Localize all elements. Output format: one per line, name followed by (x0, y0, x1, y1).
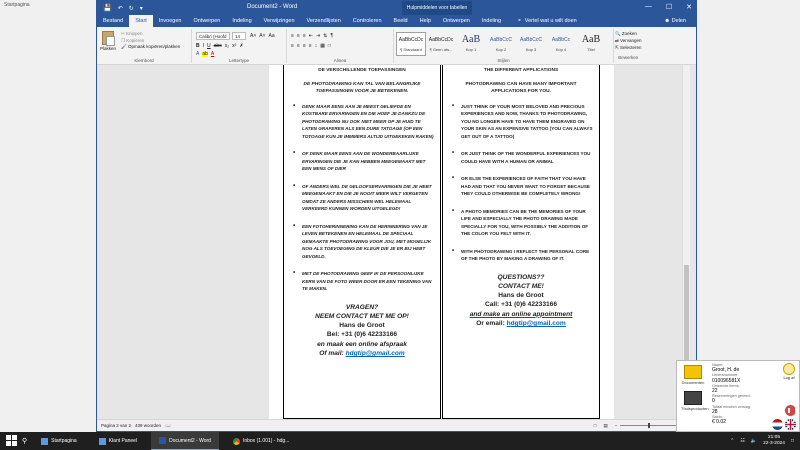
font-size-box[interactable]: 14 (232, 32, 246, 40)
style-name: Titel (587, 47, 595, 52)
maximize-button[interactable]: ☐ (665, 4, 673, 11)
italic-button[interactable]: I (202, 43, 205, 49)
dutch-flag-icon[interactable] (772, 419, 783, 430)
chrome-icon (233, 438, 240, 445)
style-name: Kop 1 (465, 47, 477, 52)
home-products-icon (684, 391, 702, 405)
contact-name: Hans de Groot (498, 292, 544, 300)
column-heading: THE DIFFERENT APPLICATIONS (483, 68, 559, 73)
contact-phone: Call: +31 (0)6 42233166 (484, 301, 558, 309)
column-intro: DE PHOTODRAWING KAN TAL VAN BELANGRIJKE TOEPASSINGEN VOOR JE BETEKENEN. (303, 81, 421, 94)
home-products-label: Thuisproducten (681, 406, 709, 411)
justify-icon[interactable]: ≡ (308, 43, 312, 49)
view-icon[interactable]: □ (593, 423, 597, 428)
align-center-icon[interactable]: ≡ (296, 43, 300, 49)
field-value: € 0.02 (712, 419, 726, 426)
decrease-indent-icon[interactable]: ⇤ (308, 33, 313, 39)
list-item: • OR JUST THINK OF THE WONDERFUL EXPERIENCES YOU COULD HAVE WITH A HUMAN OR ANIMAL (461, 150, 593, 165)
person-icon: ☻ (664, 18, 671, 24)
paste-icon (102, 31, 114, 45)
email-link[interactable]: hdgtip@gmail.com (345, 349, 405, 357)
page-count[interactable]: Pagina 2 van 2 (101, 423, 132, 428)
style-sample: AaBbCcDc (428, 37, 454, 43)
highlight-icon[interactable]: ab (202, 51, 208, 57)
bullet-list (284, 103, 440, 293)
document-page[interactable] (269, 65, 614, 419)
list-item: • OF DENK MAAR EENS AAN DE WONDERBAARLIJKE ERVARINGEN DIE JE KAN HEBBEN MEEGEMAAKT MET EEN MENS OF DIER (302, 150, 434, 173)
contact-line: and make an online appointment (469, 310, 573, 318)
view-icon[interactable]: ▤ (603, 422, 608, 428)
tab-verwijzingen[interactable]: Verwijzingen (263, 18, 295, 24)
case-icon[interactable]: Aa (268, 33, 275, 39)
style-geen-afstand[interactable] (426, 32, 456, 56)
style-sample: AaBbCc (551, 37, 571, 43)
proofing-icon[interactable]: 📖 (165, 422, 171, 428)
field-label: Reserveringen gereed: (712, 394, 751, 399)
style-sample: AaB (461, 34, 481, 45)
table-column-dutch[interactable] (283, 65, 441, 419)
contact-line: QUESTIONS?? (497, 273, 545, 281)
field-label: Saldo: (712, 415, 723, 420)
context-tab-label: Hulpmiddelen voor tabellen (402, 1, 472, 15)
clear-format-icon[interactable]: ✗ (239, 43, 244, 49)
paste-button[interactable] (100, 31, 116, 51)
tell-me-search[interactable] (517, 18, 577, 24)
logoff-icon (783, 363, 795, 375)
search-icon[interactable]: ⚲ (22, 438, 28, 445)
table-column-english[interactable] (442, 65, 600, 419)
editing-group (615, 30, 642, 61)
style-standaard[interactable] (396, 32, 426, 56)
field-value: 28 (712, 408, 718, 415)
text-effects-icon[interactable]: A (196, 51, 200, 57)
column-intro: PHOTODRAWING CAN HAVE MANY IMPORTANT APPLICATIONS FOR YOU. (465, 81, 577, 94)
style-sample: AaBbCcC (520, 37, 542, 43)
field-value: 0 (712, 398, 715, 405)
clock-time: 21:05 (768, 435, 781, 440)
contact-line: CONTACT ME! (498, 282, 544, 290)
styles-group (394, 29, 614, 63)
contact-email[interactable]: Of mail: hdgtip@gmail.com (319, 349, 405, 357)
tab-bestand[interactable]: Bestand (103, 18, 124, 24)
list-item: • A PHOTO MEMORIES CAN BE THE MEMORIES OF YOUR LIFE AND ESPECIALLY THE PHOTO DRAWING MADE SPECIALLY FOR YOU, WITH POSSIBLY THE ADDITION OF THE COLOR YOU FELT WITH IT. (461, 208, 593, 238)
clipboard-group-label: Klembord (134, 58, 154, 63)
tab-table-ontwerpen[interactable]: Ontwerpen (442, 18, 470, 24)
font-color-icon[interactable]: A (210, 51, 215, 57)
account-fields (712, 363, 751, 425)
library-widget (676, 360, 800, 432)
borders-icon[interactable]: □ (327, 43, 331, 49)
windows-start-icon[interactable] (6, 435, 18, 447)
documents-button[interactable] (681, 365, 705, 385)
style-name: Kop 3 (525, 47, 537, 52)
ribbon-tabs (97, 15, 696, 27)
desktop-window-title: Startpagina (4, 2, 30, 8)
replace-label: Vervangen (620, 38, 642, 43)
email-link[interactable]: hdgtip@gmail.com (506, 319, 566, 327)
contact-line: VRAGEN? (345, 303, 379, 311)
list-item: • OR ELSE THE EXPERIENCES OF FAITH THAT YOU HAVE HAD AND THAT YOU NEVER WANT TO FORGET BECAUSE THEY COULD OTHERWISE BE COMPLETELY WRONG! (461, 175, 593, 198)
volume-icon[interactable]: 🔈 (750, 438, 758, 444)
tab-indeling[interactable]: Indeling (232, 18, 252, 24)
word-icon (159, 437, 166, 444)
uk-flag-icon[interactable] (785, 419, 796, 430)
style-titel[interactable] (576, 32, 606, 56)
save-icon[interactable]: 💾 (103, 5, 112, 12)
contact-line: NEEM CONTACT MET ME OP! (315, 312, 409, 320)
document-title: Document2 - Word (247, 4, 298, 10)
logoff-label: Log af (783, 375, 795, 380)
list-item: • OF ANDERS WEL DE GELOOFSERVARINGEN DIE JE HEBT MEEGEMAAKT EN DIE JE NOOIT MEER WILT VERGETEN OMDAT ZE ANDERS MISSCHIEN WEL HELEMAAL VERKEERD KUNNEN WORDEN UITGELEGD! (302, 183, 434, 213)
document-area[interactable] (97, 65, 696, 419)
paragraph-group-label: Alinea (333, 58, 347, 63)
ribbon (97, 27, 696, 65)
system-tray (730, 435, 794, 447)
grow-font-icon[interactable]: A˄ (250, 33, 257, 39)
cut-button[interactable]: ✂ Knippen (121, 31, 143, 36)
cut-label: Knippen (126, 31, 143, 36)
paste-label: Plakken (100, 46, 117, 51)
tab-invoegen[interactable]: Invoegen (158, 18, 182, 24)
zoom-control (590, 423, 690, 429)
style-sample: AaB (581, 34, 601, 45)
field-label: Totaal minuten verslag: (712, 404, 752, 409)
taskbar-item-label: Klant Paneel (108, 438, 138, 444)
editing-group-label: Bewerken (618, 55, 639, 60)
show-marks-icon[interactable]: ¶ (330, 33, 334, 39)
copy-label: Kopiëren (126, 37, 145, 43)
strikethrough-button[interactable]: abc (213, 43, 222, 49)
style-kop-2[interactable] (486, 32, 516, 56)
superscript-button[interactable]: x² (232, 43, 237, 49)
line-spacing-icon[interactable]: ↕ (314, 43, 318, 49)
field-value: 010096581X (712, 377, 741, 384)
contact-block (443, 273, 599, 329)
subscript-button[interactable]: x₂ (224, 43, 230, 49)
paragraph-group (287, 29, 394, 63)
undo-icon[interactable]: ↶ (117, 5, 123, 12)
format-painter-label: Opmaak kopiëren/plakken (127, 44, 181, 49)
logoff-button[interactable] (783, 363, 795, 380)
documents-icon (684, 365, 702, 379)
multilevel-icon[interactable]: ≡ (302, 33, 306, 39)
style-sample: AaBbCcDc (398, 37, 424, 43)
home-products-button[interactable] (681, 391, 709, 411)
taskbar-item-klant-paneel[interactable] (91, 432, 145, 450)
pause-icon[interactable] (785, 405, 796, 416)
lightbulb-icon: ⚬ (517, 18, 522, 24)
field-label: Geleende items: (712, 383, 740, 388)
zoom-out-icon[interactable]: − (614, 423, 618, 428)
clock-date: 22-3-2024 (763, 441, 785, 446)
list-item: • EEN FOTOHERINNERING KAN DE HERINNERING VAN JE LEVEN BETEKENEN EN HELEMAAL DE SPECIAAL GEMAAKTE PHOTODRAWING VOOR JOU, MET MOGELIJK NOG ALS TOEVOEGING DE KLEUR DIE JE ER BIJ HEBT GEVOELD. (302, 223, 434, 261)
field-label: Lenersnummer: (712, 373, 739, 378)
style-name: ¶ Standaard (400, 47, 422, 52)
notifications-icon[interactable]: □ (790, 438, 794, 444)
style-name: ¶ Geen afs... (429, 47, 453, 52)
taskbar-item-chrome[interactable] (225, 432, 297, 450)
minimize-button[interactable]: — (644, 3, 652, 10)
status-bar (97, 419, 696, 431)
taskbar-item-word[interactable] (151, 432, 219, 450)
sort-icon[interactable]: ⇅ (323, 33, 328, 39)
tab-start[interactable]: Start (129, 15, 153, 27)
clock[interactable] (763, 435, 785, 447)
list-item: • WITH PHOTODRAWING I REFLECT THE PERSONAL CORE OF THE PHOTO BY MAKING A DRAWING OF IT. (461, 248, 593, 263)
contact-line: en maak een online afspraak (317, 340, 407, 348)
field-label: Naam: (712, 363, 724, 367)
list-item: • JUST THINK OF YOUR MOST BELOVED AND PRECIOUS EXPERIENCES AND NOW, THANKS TO PHOTODRAWING, YOU NO LONGER HAVE TO HAVE THEM ENGRAVED ON YOUR SKIN AS AN EXPENSIVE TATTOO (YOU CAN ALWAYS GET OUT OF A TATTOO) (461, 103, 593, 141)
contact-email[interactable]: Or email: hdgtip@gmail.com (476, 319, 566, 327)
redo-icon[interactable]: ↻ (128, 5, 134, 12)
style-name: Kop 2 (495, 47, 507, 52)
select-button[interactable]: ⇱ Selecteren (615, 45, 642, 50)
copy-button[interactable]: ❐ Kopiëren (121, 37, 145, 43)
taskbar-item-label: Startpagina (51, 438, 77, 444)
style-kop-1[interactable] (456, 32, 486, 56)
replace-button[interactable]: ⇄ Vervangen (615, 38, 642, 43)
styles-group-label: Stijlen (497, 58, 510, 63)
select-label: Selecteren (620, 45, 642, 50)
close-button[interactable]: ✕ (686, 4, 692, 11)
word-count[interactable]: 439 woorden (135, 423, 162, 428)
style-sample: AaBbCcC (490, 37, 512, 43)
contact-name: Hans de Groot (339, 322, 385, 330)
taskbar-item-label: Document2 - Word (169, 437, 211, 444)
bold-button[interactable]: B (196, 43, 200, 49)
window-icon (41, 438, 48, 445)
qat-dropdown-icon[interactable]: ▾ (139, 5, 143, 12)
tab-controleren[interactable]: Controleren (352, 18, 382, 24)
style-kop-4[interactable] (546, 32, 576, 56)
contact-phone: Bel: +31 (0)6 42233166 (326, 331, 398, 339)
tell-me-label: Vertel wat u wilt doen (524, 18, 577, 24)
window-icon (99, 438, 106, 445)
word-window (96, 0, 697, 432)
chevron-up-icon[interactable]: ⌃ (730, 438, 735, 444)
taskbar-item-label: Inbox (1.001) - hdg... (242, 438, 290, 444)
style-name: Kop 4 (555, 47, 567, 52)
bullet-list (443, 103, 599, 263)
style-kop-3[interactable] (516, 32, 546, 56)
shading-icon[interactable]: ▦ (320, 43, 325, 49)
shrink-font-icon[interactable]: A˅ (259, 33, 266, 39)
underline-button[interactable]: U (207, 43, 211, 49)
align-right-icon[interactable]: ≡ (302, 43, 306, 49)
taskbar (0, 432, 800, 450)
font-group-label: Lettertype (228, 58, 249, 63)
taskbar-item-startpagina[interactable] (33, 432, 85, 450)
tab-ontwerpen[interactable]: Ontwerpen (193, 18, 221, 24)
find-label: Zoeken (621, 31, 637, 36)
network-icon[interactable]: ☷ (740, 438, 745, 444)
tab-table-indeling[interactable]: Indeling (481, 18, 502, 24)
increase-indent-icon[interactable]: ⇥ (315, 33, 321, 39)
share-label: Delen (671, 18, 686, 24)
tab-help[interactable]: Help (419, 18, 431, 24)
format-painter-button[interactable]: 🖌 Opmaak kopiëren/plakken (121, 44, 181, 49)
align-left-icon[interactable]: ≡ (291, 43, 294, 49)
tab-beeld[interactable]: Beeld (393, 18, 408, 24)
field-value: Groot, H. de (712, 367, 740, 374)
numbering-icon[interactable]: ≡ (296, 33, 300, 39)
tab-verzendlijsten[interactable]: Verzendlijsten (306, 18, 341, 24)
find-button[interactable]: 🔍 Zoeken (615, 31, 637, 36)
bullets-icon[interactable]: ≡ (291, 33, 294, 39)
clipboard-group (97, 29, 192, 63)
word-titlebar (97, 1, 696, 15)
contact-block (284, 303, 440, 359)
field-value: 22 (712, 388, 718, 395)
column-heading: DE VERSCHILLENDE TOEPASSINGEN (318, 68, 406, 73)
font-group (192, 29, 287, 63)
share-button[interactable] (664, 18, 686, 24)
zoom-slider[interactable] (620, 425, 680, 426)
list-item: • DENK MAAR EENS AAN JE MEEST GELIEFDE EN KOSTBARE ERVARINGEN EN DIE HOEF JE DANKZU DE PHOTODRAWING NU OOK NIET MEER OP JE HUID TE LATEN GRAFEREN ALS EEN DURE TATOAGE (OP EEN TOTOAGE KUN JE IMMMERS ALTIJD UITGEKEKEN RAKEN) (302, 103, 434, 141)
list-item: • MET DE PHOTODRAWING GEEF IK DE PERSOONLIJKE KERN VAN DE FOTO WEER DOOR ER EEN TEKENING VAN TE MAKEN. (302, 270, 434, 293)
font-name-box[interactable]: Calibri (Hoofd (196, 32, 230, 40)
documents-label: Documenten (681, 380, 705, 385)
